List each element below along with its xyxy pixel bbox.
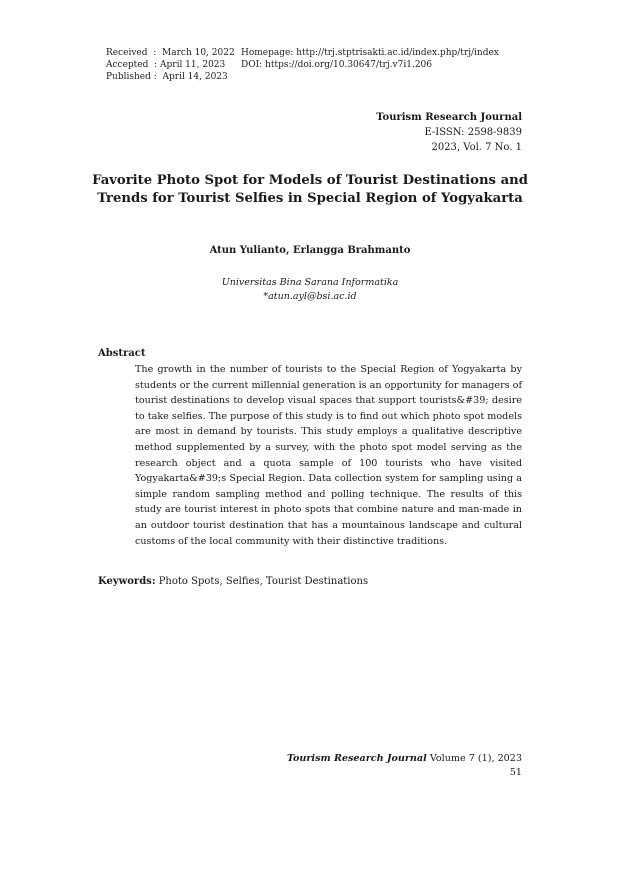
paper-authors: Atun Yulianto, Erlangga Brahmanto xyxy=(209,245,411,256)
abstract-text: The growth in the number of tourists to the Special Region of Yogyakarta by students or the current millennial generation is an opportunity for managers of tourist destinations to develop visual spaces that support tourists&#39; desire to take selfies. The purpose of this study is to find out which photo spot models are most in demand by tourists. This study employs a qualitative descriptive method supplemented by a survey, with the photo spot model serving as the research object and a quota sample of 100 tourists who have visited Yogyakarta&#39;s Special Region. Data collection system for sampling using a simple random sampling method and polling technique. The results of this study are tourist interest in photo spots that combine nature and man-made in an outdoor tourist destination that has a mountainous landscape and cultural customs of the local community with their distinctive traditions. xyxy=(135,364,522,547)
abstract-heading: Abstract xyxy=(98,348,146,359)
homepage-label: Homepage: xyxy=(241,48,294,58)
doi-label: DOI: xyxy=(241,60,263,70)
journal-name: Tourism Research Journal xyxy=(376,112,522,123)
accepted-label: Accepted xyxy=(106,60,149,70)
published-date: April 14, 2023 xyxy=(162,72,228,82)
author-affiliation xyxy=(0,276,620,304)
accepted-date: April 11, 2023 xyxy=(160,60,226,70)
received-label: Received xyxy=(106,48,148,58)
journal-issn: E-ISSN: 2598-9839 xyxy=(424,127,522,138)
homepage-link[interactable]: http://trj.stptrisakti.ac.id/index.php/trj/index xyxy=(296,48,499,58)
author-email: *atun.ayl@bsi.ac.id xyxy=(263,291,357,302)
published-label: Published xyxy=(106,72,151,82)
footer-citation xyxy=(287,752,522,766)
journal-info xyxy=(376,110,522,155)
footer-volume: Volume 7 (1), 2023 xyxy=(429,753,522,764)
journal-volume: 2023, Vol. 7 No. 1 xyxy=(431,142,522,153)
accepted-line: Accepted : April 11, 2023 xyxy=(106,60,226,70)
keywords-value: Photo Spots, Selfies, Tourist Destinations xyxy=(158,576,369,587)
paper-title xyxy=(80,172,540,208)
affiliation-name: Universitas Bina Sarana Informatika xyxy=(221,277,399,288)
keywords-label: Keywords: xyxy=(98,576,156,587)
footer-journal: Tourism Research Journal xyxy=(286,753,427,764)
keywords-line xyxy=(98,576,368,587)
title-line-1: Favorite Photo Spot for Models of Tourist Destinations and xyxy=(92,173,528,188)
page-number: 51 xyxy=(509,767,522,778)
received-date: March 10, 2022 xyxy=(162,48,235,58)
published-line: Published : April 14, 2023 xyxy=(106,72,228,82)
homepage-line xyxy=(241,47,499,59)
doi-line xyxy=(241,59,432,71)
page-footer xyxy=(287,752,522,780)
title-line-2: Trends for Tourist Selfies in Special Region of Yogyakarta xyxy=(97,191,523,206)
doi-link[interactable]: https://doi.org/10.30647/trj.v7i1.206 xyxy=(265,60,433,70)
received-line: Received : March 10, 2022 xyxy=(106,48,235,58)
